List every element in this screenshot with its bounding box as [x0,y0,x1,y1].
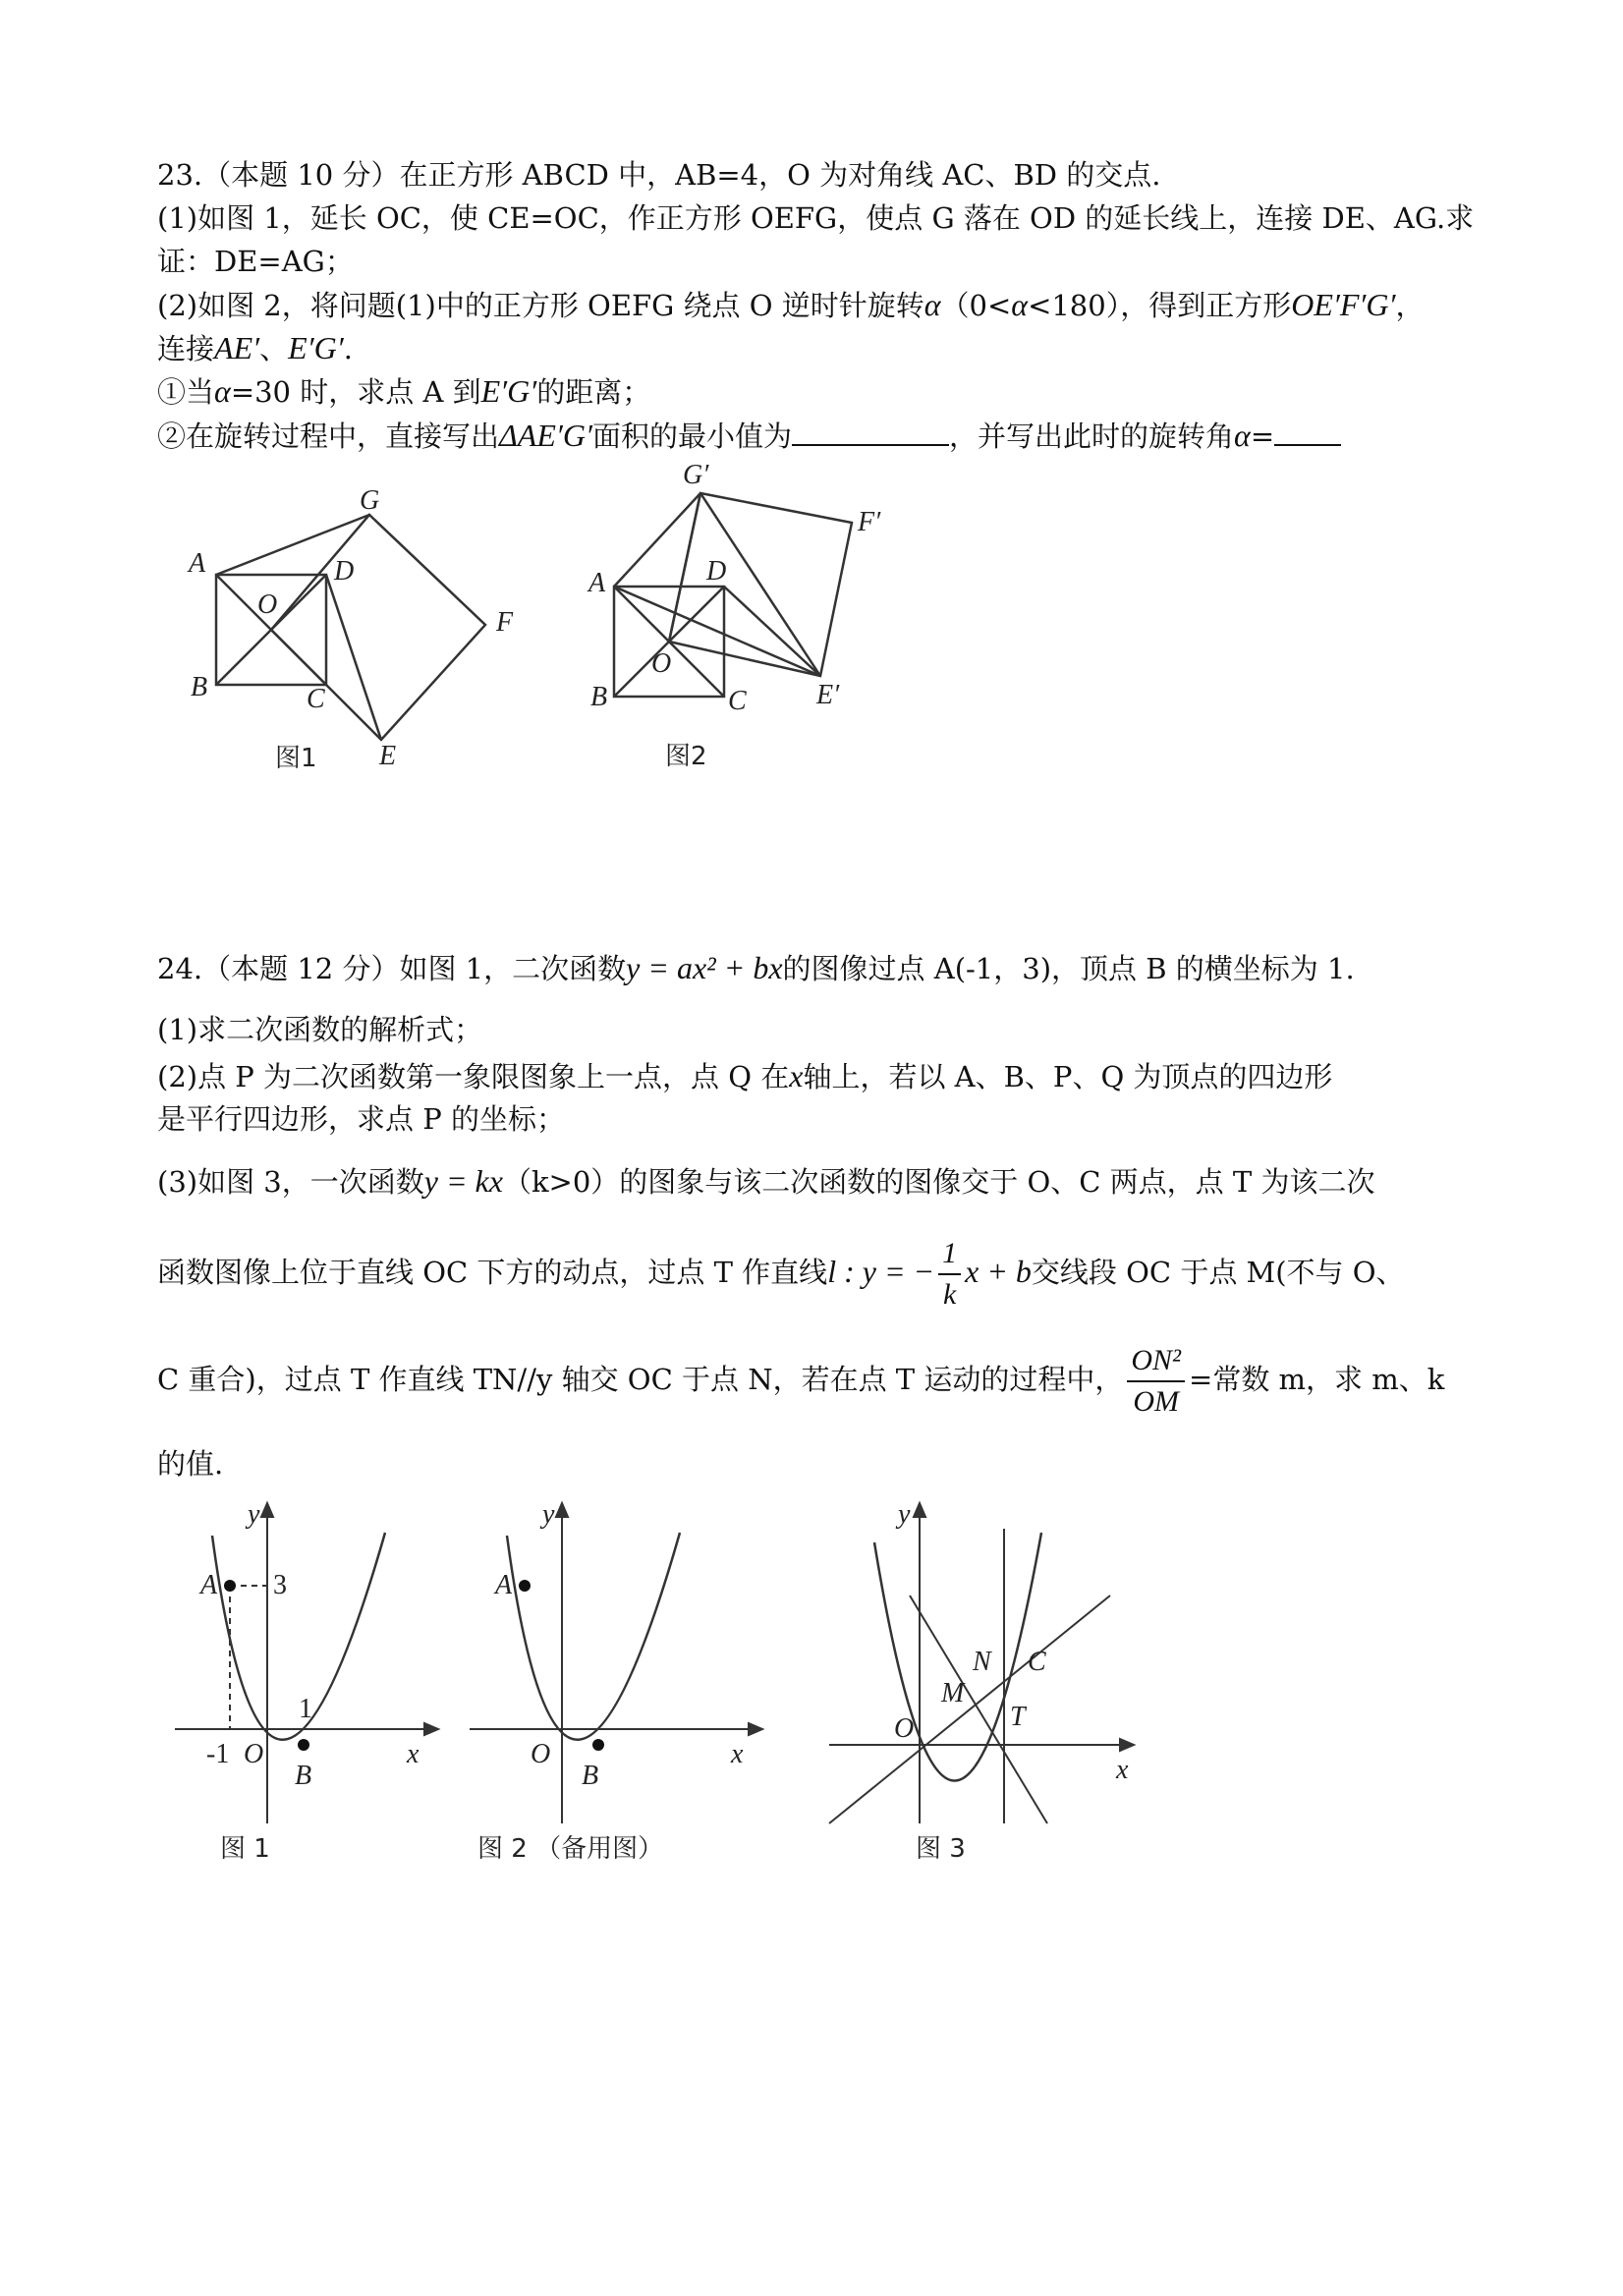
label-a: A [200,1570,218,1600]
q24-line-7 [157,1336,1444,1423]
graph-3-caption: 图 3 [916,1834,966,1864]
label-g-prime: G′ [683,460,709,490]
segment-og [669,493,700,642]
label-y: y [898,1499,911,1530]
punctuation: 、 [259,332,289,365]
q24-line-3-text-2: 轴上，若以 A、B、P、Q 为顶点的四边形 [803,1060,1333,1093]
q23-line-1: 23.（本题 10 分）在正方形 ABCD 中，AB=4，O 为对角线 AC、BD 的交点. [157,158,1161,192]
segment-ae: AE′ [214,330,260,365]
label-o: O [651,648,672,679]
q24-line-5-text: (3)如图 3，一次函数 [157,1165,424,1199]
label-three: 3 [273,1570,287,1600]
answer-blank-min-area[interactable] [792,415,949,446]
y-axis-arrow [556,1503,568,1517]
q23-line-7-text-3: ，并写出此时的旋转角 [949,420,1235,453]
label-c: C [1028,1647,1046,1677]
label-b: B [191,672,208,702]
fraction-on-squared-over-om [1127,1341,1185,1422]
q24-line-6-text: 函数图像上位于直线 OC 下方的动点，过点 T 作直线 [157,1256,828,1289]
label-d: D [706,556,727,587]
q24-line-4: 是平行四边形，求点 P 的坐标； [157,1102,565,1136]
figure-2-caption: 图2 [665,742,707,771]
alpha-symbol: α [1234,418,1251,453]
x-variable: x [789,1058,804,1093]
alpha-symbol: α [1011,287,1029,322]
segment-de [724,587,820,676]
alpha-symbol: α [214,373,231,409]
answer-blank-angle[interactable] [1274,415,1341,446]
q24-line-1 [157,948,1355,988]
square-oefg [271,515,485,740]
q23-line-6-text: ①当 [157,375,215,409]
label-b: B [590,682,608,712]
graph-1-parabola [157,1493,442,1867]
label-y: y [542,1499,555,1530]
label-o: O [244,1739,264,1769]
alpha-symbol: α [923,287,941,322]
fraction-one-over-k [938,1234,961,1315]
q24-line-6-text-2: 交线段 OC 于点 M(不与 O、 [1031,1256,1405,1289]
label-x: x [1116,1755,1129,1785]
equals-sign: = [1250,420,1275,453]
line-oc [829,1596,1110,1823]
label-y: y [248,1499,260,1530]
segment-eg: E′G′ [480,373,537,409]
segment-eg: E′G′ [288,330,344,365]
q23-line-7-text-2: 面积的最小值为 [592,420,793,453]
line-l-formula-tail: x + b [965,1254,1032,1289]
quadratic-formula: y = ax² + bx [626,950,783,985]
label-c: C [728,686,747,716]
q24-line-3-text: (2)点 P 为二次函数第一象限图象上一点，点 Q 在 [157,1060,790,1093]
square-name: OE′F′G′ [1291,287,1396,322]
label-c: C [307,684,325,714]
label-f: F [496,607,514,638]
q24-line-7-text-2: =常数 m，求 m、k [1189,1363,1445,1396]
label-m: M [941,1678,965,1708]
label-a: A [495,1570,513,1600]
graph-2-parabola-spare [462,1493,786,1867]
label-a: A [189,548,206,579]
q23-line-2: (1)如图 1，延长 OC，使 CE=OC，作正方形 OEFG，使点 G 落在 OD 的延长线上，连接 DE、AG.求 [157,201,1475,235]
label-b: B [582,1761,599,1791]
label-neg-one: -1 [206,1739,230,1769]
x-axis-arrow [1120,1739,1134,1751]
x-axis-arrow [749,1723,762,1735]
label-n: N [973,1647,991,1677]
q24-line-6 [157,1228,1405,1316]
segment-ae [614,587,820,676]
line-l [910,1596,1047,1823]
q23-line-4 [157,285,1425,325]
label-o: O [531,1739,551,1769]
y-axis-arrow [261,1503,273,1517]
fraction-denominator: k [942,1278,957,1311]
segment-de [326,575,381,740]
q24-line-1-text: 24.（本题 12 分）如图 1，二次函数 [157,952,627,985]
figure-1-square [177,481,550,786]
label-o: O [257,589,278,620]
q23-line-7 [157,415,1341,456]
segment-ag [614,493,700,587]
label-o: O [894,1713,915,1744]
q23-line-6-text-2: =30 时，求点 A 到 [230,375,481,409]
q23-line-5-text: 连接 [157,332,215,365]
point-a [224,1580,236,1592]
label-e: E [379,741,397,771]
label-a: A [588,568,606,598]
label-g: G [360,485,380,516]
q24-line-5-text-2: （k>0）的图象与该二次函数的图像交于 O、C 两点，点 T 为该二次 [502,1165,1375,1199]
x-axis-arrow [424,1723,438,1735]
q23-line-4-text: (2)如图 2，将问题(1)中的正方形 OEFG 绕点 O 逆时针旋转 [157,289,924,322]
label-d: D [334,556,355,587]
figure-1-caption: 图1 [275,744,317,773]
q23-line-5 [157,328,353,368]
q23-line-6 [157,371,650,412]
line-l-formula: l : y = − [827,1254,935,1289]
fraction-denominator: OM [1133,1385,1180,1418]
graph-1-caption: 图 1 [220,1834,270,1864]
parabola-curve [507,1533,680,1740]
label-x: x [731,1739,744,1769]
punctuation: . [343,332,353,365]
q24-line-7-text: C 重合)，过点 T 作直线 TN//y 轴交 OC 于点 N，若在点 T 运动的过程中， [157,1363,1124,1396]
q23-line-4-range-start: （0< [940,289,1012,322]
q24-line-1-text-2: 的图像过点 A(-1，3)，顶点 B 的横坐标为 1. [782,952,1355,985]
label-x: x [407,1739,420,1769]
q24-line-2: (1)求二次函数的解析式； [157,1013,483,1046]
point-b [592,1739,604,1751]
linear-formula: y = kx [423,1163,503,1199]
q23-line-3: 证：DE=AG； [157,245,354,278]
figure-2-rotated-square [575,454,909,788]
graph-2-caption: 图 2 （备用图） [477,1834,664,1864]
q23-line-4-range-end: <180），得到正方形 [1028,289,1292,322]
label-e-prime: E′ [816,680,840,710]
label-f-prime: F′ [858,507,881,537]
q23-line-7-text: ②在旋转过程中，直接写出 [157,420,500,453]
triangle-aeg: ΔAE′G′ [499,418,592,453]
label-b: B [295,1761,312,1791]
y-axis-arrow [914,1503,925,1517]
fraction-numerator: 1 [938,1234,961,1275]
q24-line-5 [157,1161,1374,1202]
point-a [519,1580,531,1592]
fraction-numerator: ON² [1127,1341,1185,1382]
punctuation: ， [1395,289,1425,322]
q24-line-8: 的值. [157,1447,224,1481]
graph-3-parabola-lines [815,1493,1159,1867]
label-t: T [1010,1702,1026,1732]
label-one: 1 [299,1694,312,1724]
q23-line-6-text-3: 的距离； [536,375,651,409]
point-b [298,1739,309,1751]
q24-line-3 [157,1056,1332,1096]
